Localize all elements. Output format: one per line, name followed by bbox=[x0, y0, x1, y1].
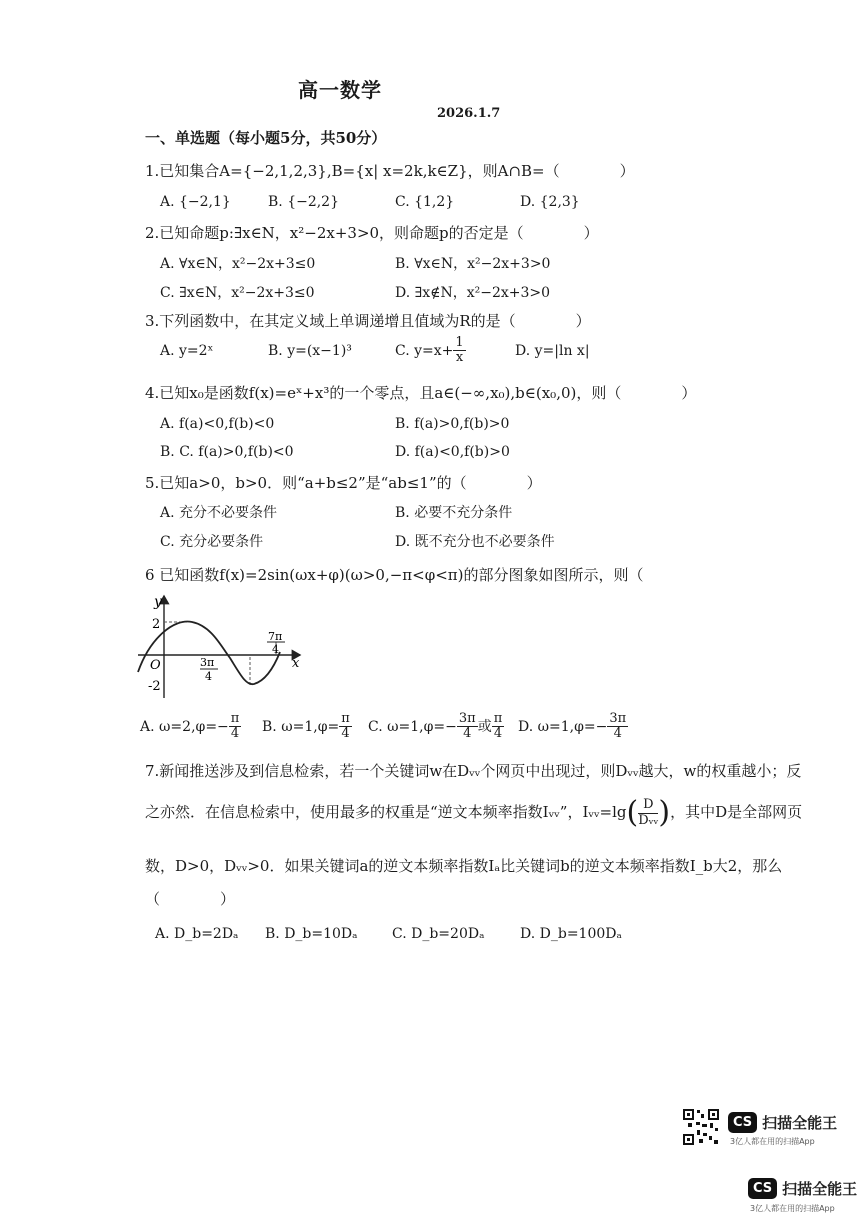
watermark-logo-top bbox=[728, 1112, 837, 1133]
q2-option-d: D. ∃x∉N，x²−2x+3>0 bbox=[395, 285, 551, 301]
q7-line-4: （ ） bbox=[145, 890, 236, 908]
tick-3pi-num: 3π bbox=[200, 656, 215, 669]
q4-option-a: A. f(a)<0,f(b)<0 bbox=[160, 416, 275, 432]
q6-option-b: B. ω=1,φ= $\frac{\pi}{4}$ bbox=[262, 711, 350, 742]
watermark-logo-bottom bbox=[748, 1178, 857, 1199]
q7-line-2: 之亦然．在信息检索中，使用最多的权重是“逆文本频率指数Iᵥᵥ”，Iᵥᵥ=lg( $\frac{D}{\text{Dᵥᵥ}}$ )，其中D是全部网页 bbox=[145, 795, 803, 830]
q6-sine-graph bbox=[130, 590, 320, 705]
q7-option-d: D. D_b=100Dₐ bbox=[520, 926, 622, 942]
q2-stem: 2.已知命题p:∃x∈N，x²−2x+3>0，则命题p的否定是（ ） bbox=[145, 224, 599, 242]
cs-logo-icon-bottom: CS bbox=[748, 1178, 777, 1199]
q3-option-a: A. y=2ˣ bbox=[160, 343, 214, 359]
q5-stem: 5.已知a>0，b>0．则“a+b≤2”是“ab≤1”的（ ） bbox=[145, 474, 542, 492]
q7-line-1: 7.新闻推送涉及到信息检索，若一个关键词w在Dᵥᵥ个网页中出现过，则Dᵥᵥ越大，w的权重越小；反 bbox=[145, 762, 802, 780]
q3-option-b: B. y=(x−1)³ bbox=[268, 343, 352, 359]
q6-option-a: A. ω=2,φ=− $\frac{\pi}{4}$ bbox=[140, 711, 240, 742]
q4-option-c: B. C. f(a)>0,f(b)<0 bbox=[160, 444, 294, 460]
q6-option-c: C. ω=1,φ=− $\frac{3\pi}{4}$ 或 $\frac{\pi}{4}$ bbox=[368, 711, 503, 742]
brand-tagline-bottom: 3亿人都在用的扫描App bbox=[750, 1204, 835, 1213]
tick-3pi-den: 4 bbox=[205, 670, 212, 683]
q1-option-b: B. {−2,2} bbox=[268, 194, 339, 210]
q3-option-d: D. y=|ln x| bbox=[515, 343, 590, 359]
tick-7pi-den: 4 bbox=[272, 643, 279, 656]
q3-option-c bbox=[395, 336, 466, 366]
q2-option-b: B. ∀x∈N，x²−2x+3>0 bbox=[395, 256, 551, 272]
q7-line-3: 数，D>0，Dᵥᵥ>0．如果关键词a的逆文本频率指数Iₐ比关键词b的逆文本频率指数I_b大2，那么 bbox=[145, 857, 783, 875]
q5-option-b: B. 必要不充分条件 bbox=[395, 505, 513, 521]
brand-name-bottom: 扫描全能王 bbox=[782, 1180, 858, 1198]
section-heading: 一、单选题（每小题5分，共50分） bbox=[145, 129, 387, 147]
q4-option-b: B. f(a)>0,f(b)>0 bbox=[395, 416, 510, 432]
cs-logo-icon: CS bbox=[728, 1112, 757, 1133]
q4-option-d: D. f(a)<0,f(b)>0 bbox=[395, 444, 510, 460]
q7-option-c: C. D_b=20Dₐ bbox=[392, 926, 485, 942]
qr-code-icon bbox=[682, 1108, 720, 1146]
q2-option-c: C. ∃x∈N，x²−2x+3≤0 bbox=[160, 285, 315, 301]
q1-option-d: D. {2,3} bbox=[520, 194, 580, 210]
q5-option-c: C. 充分必要条件 bbox=[160, 534, 264, 550]
brand-name: 扫描全能王 bbox=[762, 1114, 838, 1132]
q5-option-a: A. 充分不必要条件 bbox=[160, 505, 278, 521]
exam-date: 2026.1.7 bbox=[437, 106, 501, 121]
q1-stem: 1.已知集合A={−2,1,2,3},B={x| x=2k,k∈Z}，则A∩B=（ ） bbox=[145, 162, 635, 180]
tick-2: 2 bbox=[152, 617, 161, 632]
q6-option-d: D. ω=1,φ=− $\frac{3\pi}{4}$ bbox=[518, 711, 627, 742]
q7-option-b: B. D_b=10Dₐ bbox=[265, 926, 358, 942]
tick-neg-2: -2 bbox=[148, 679, 161, 694]
x-label: x bbox=[292, 656, 300, 671]
q3-stem: 3.下列函数中，在其定义域上单调递增且值域为R的是（ ） bbox=[145, 312, 591, 330]
q2-option-a: A. ∀x∈N，x²−2x+3≤0 bbox=[160, 256, 316, 272]
q5-option-d: D. 既不充分也不必要条件 bbox=[395, 534, 555, 550]
q1-option-a: A. {−2,1} bbox=[160, 194, 231, 210]
q3-option-c-text: C. y=x+ bbox=[395, 342, 454, 359]
q1-option-c: C. {1,2} bbox=[395, 194, 455, 210]
page-title: 高一数学 bbox=[298, 78, 382, 102]
q4-stem: 4.已知x₀是函数f(x)=eˣ+x³的一个零点，且a∈(−∞,x₀),b∈(x₀,0)，则（ ） bbox=[145, 384, 697, 402]
y-label: y bbox=[154, 594, 162, 610]
q3-fraction: $\frac{1}{x}$ bbox=[455, 335, 464, 366]
tick-7pi-num: 7π bbox=[268, 630, 283, 643]
q7-option-a: A. D_b=2Dₐ bbox=[155, 926, 239, 942]
q6-stem: 6 已知函数f(x)=2sin(ωx+φ)(ω>0,−π<φ<π)的部分图象如图所示，则（ bbox=[145, 566, 644, 584]
brand-tagline: 3亿人都在用的扫描App bbox=[730, 1137, 815, 1146]
origin-label: O bbox=[150, 658, 161, 673]
